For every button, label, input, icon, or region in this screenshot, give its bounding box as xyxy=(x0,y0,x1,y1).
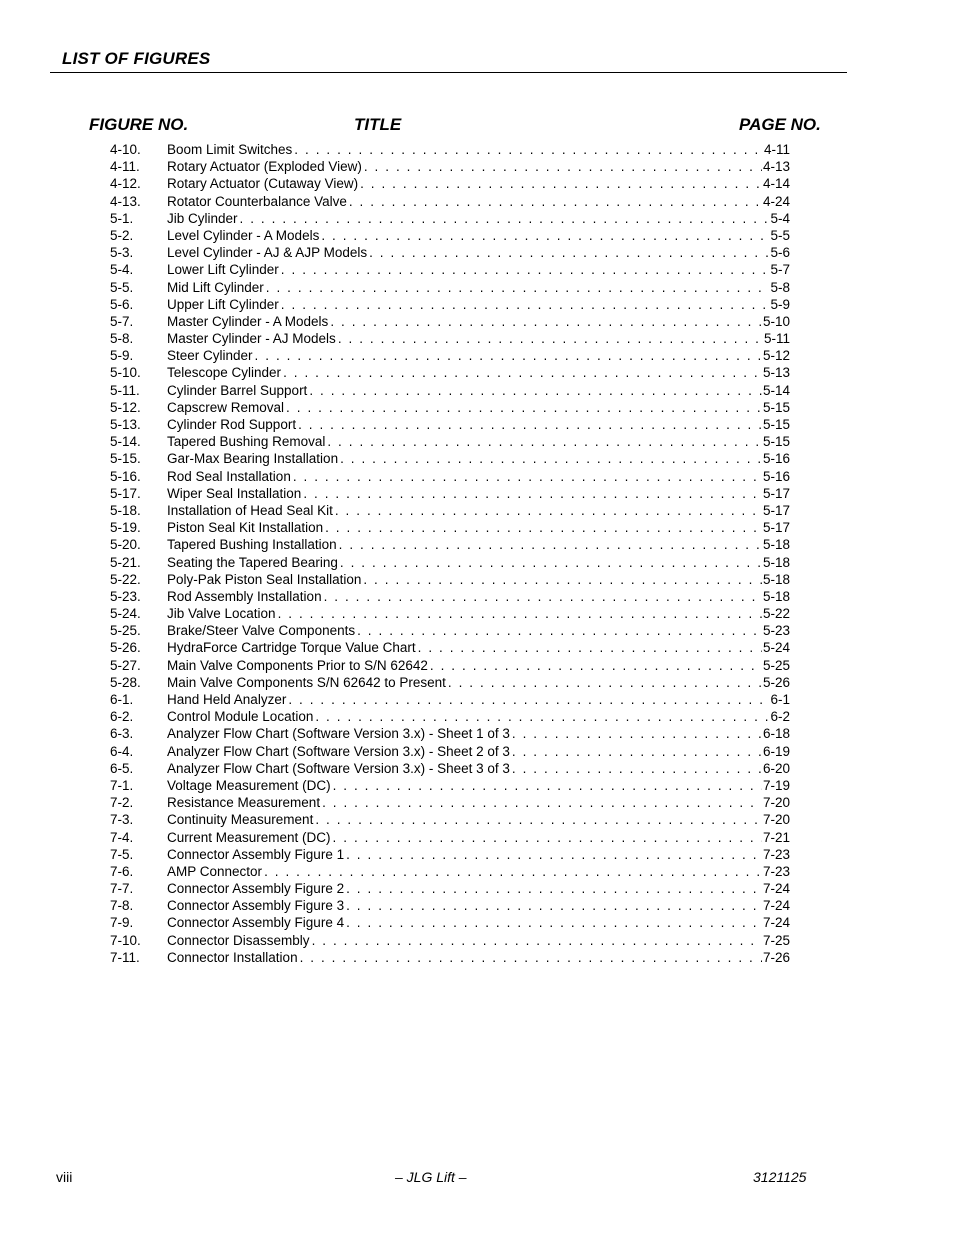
footer-page-number: viii xyxy=(56,1169,73,1185)
figure-page: 5-16 xyxy=(762,451,790,467)
figure-number: 7-6. xyxy=(110,863,134,879)
figure-title: Analyzer Flow Chart (Software Version 3.x) - Sheet 1 of 3 xyxy=(167,726,510,742)
figure-entry[interactable] xyxy=(110,193,790,210)
figure-title: Piston Seal Kit Installation xyxy=(167,520,324,536)
figure-number: 7-2. xyxy=(110,795,134,811)
figure-page: 7-23 xyxy=(762,863,790,879)
figure-entry[interactable] xyxy=(110,588,790,605)
figure-page: 5-8 xyxy=(770,279,790,295)
figure-page: 5-15 xyxy=(762,399,790,415)
figure-page: 5-17 xyxy=(762,520,790,536)
dot-leader xyxy=(283,364,762,381)
dot-leader xyxy=(338,330,763,347)
figure-entry[interactable] xyxy=(110,639,790,656)
dot-leader xyxy=(340,554,762,571)
figure-entry[interactable] xyxy=(110,210,790,227)
figure-page: 4-24 xyxy=(762,193,790,209)
figure-page: 5-18 xyxy=(762,588,790,604)
figure-page: 7-21 xyxy=(762,829,790,845)
figure-page: 5-17 xyxy=(762,485,790,501)
figure-title: Master Cylinder - A Models xyxy=(167,313,329,329)
figure-entry[interactable] xyxy=(110,382,790,399)
figure-title: Current Measurement (DC) xyxy=(167,829,331,845)
dot-leader xyxy=(286,399,762,416)
dot-leader xyxy=(312,932,762,949)
dot-leader xyxy=(294,141,763,158)
figure-number: 5-8. xyxy=(110,331,134,347)
figure-title: Connector Assembly Figure 1 xyxy=(167,846,345,862)
figure-title: Cylinder Barrel Support xyxy=(167,382,308,398)
dot-leader xyxy=(281,296,770,313)
figure-title: AMP Connector xyxy=(167,863,263,879)
figure-page: 7-24 xyxy=(762,898,790,914)
figure-page: 5-9 xyxy=(770,296,790,312)
figure-number: 7-4. xyxy=(110,829,134,845)
footer-doc-number: 3121125 xyxy=(753,1169,807,1185)
figure-number: 6-3. xyxy=(110,726,134,742)
figure-number: 7-8. xyxy=(110,898,134,914)
figure-title: Resistance Measurement xyxy=(167,795,321,811)
figure-number: 5-26. xyxy=(110,640,141,656)
figure-title: Connector Installation xyxy=(167,949,298,965)
dot-leader xyxy=(360,175,762,192)
figure-entry[interactable] xyxy=(110,897,790,914)
figure-number: 5-21. xyxy=(110,554,141,570)
dot-leader xyxy=(430,657,762,674)
figure-entry[interactable] xyxy=(110,691,790,708)
figure-entry[interactable] xyxy=(110,485,790,502)
figure-number: 5-1. xyxy=(110,210,134,226)
figure-title: Tapered Bushing Installation xyxy=(167,537,337,553)
figure-title: Hand Held Analyzer xyxy=(167,692,287,707)
figure-entry[interactable] xyxy=(110,811,790,828)
col-head-page-no: PAGE NO. xyxy=(739,115,821,134)
dot-leader xyxy=(266,279,770,296)
figure-entry[interactable] xyxy=(110,657,790,674)
figure-number: 5-18. xyxy=(110,502,141,518)
figure-entry[interactable] xyxy=(110,244,790,261)
figure-entry[interactable] xyxy=(110,622,790,639)
dot-leader xyxy=(448,674,762,691)
figure-title: Rotary Actuator (Exploded View) xyxy=(167,159,362,175)
figure-number: 5-2. xyxy=(110,227,134,243)
dot-leader xyxy=(369,244,769,261)
figure-title: Brake/Steer Valve Components xyxy=(167,623,356,639)
footer-center: – JLG Lift – xyxy=(395,1169,467,1185)
figure-page: 4-13 xyxy=(762,159,790,175)
figure-entry[interactable] xyxy=(110,450,790,467)
figure-title: Main Valve Components Prior to S/N 62642 xyxy=(167,657,428,673)
figure-entry[interactable] xyxy=(110,313,790,330)
figure-title: Connector Assembly Figure 4 xyxy=(167,915,345,931)
dot-leader xyxy=(357,622,762,639)
dot-leader xyxy=(315,811,762,828)
figure-title: Level Cylinder - AJ & AJP Models xyxy=(167,245,368,261)
dot-leader xyxy=(346,914,762,931)
figure-page: 6-2 xyxy=(770,709,790,725)
figure-title: Installation of Head Seal Kit xyxy=(167,502,333,518)
figure-title: Telescope Cylinder xyxy=(167,365,282,381)
figure-title: Voltage Measurement (DC) xyxy=(167,777,331,793)
figure-title: Steer Cylinder xyxy=(167,348,253,364)
figure-page: 5-4 xyxy=(770,210,790,226)
figure-entry[interactable] xyxy=(110,760,790,777)
dot-leader xyxy=(324,588,762,605)
figure-page: 6-18 xyxy=(762,726,790,742)
figure-title: Rotary Actuator (Cutaway View) xyxy=(167,176,359,192)
figure-page: 5-15 xyxy=(762,434,790,450)
figure-entry[interactable] xyxy=(110,949,790,966)
dot-leader xyxy=(346,897,762,914)
figure-number: 5-14. xyxy=(110,434,141,450)
figure-page: 5-13 xyxy=(762,365,790,381)
col-head-figure-no: FIGURE NO. xyxy=(89,115,189,134)
figure-entry[interactable] xyxy=(110,279,790,296)
dot-leader xyxy=(293,468,762,485)
figure-entry[interactable] xyxy=(110,863,790,880)
figure-title: HydraForce Cartridge Torque Value Chart xyxy=(167,640,416,656)
figure-entry[interactable] xyxy=(110,725,790,742)
figure-title: Jib Valve Location xyxy=(167,606,276,622)
dot-leader xyxy=(335,502,762,519)
figure-page: 7-24 xyxy=(762,915,790,931)
figure-entry[interactable] xyxy=(110,158,790,175)
figure-title: Connector Assembly Figure 2 xyxy=(167,881,345,897)
figure-list xyxy=(110,141,790,966)
figure-number: 5-17. xyxy=(110,485,141,501)
figure-number: 5-15. xyxy=(110,451,141,467)
figure-entry[interactable] xyxy=(110,571,790,588)
dot-leader xyxy=(512,725,762,742)
figure-page: 4-11 xyxy=(763,142,790,157)
figure-entry[interactable] xyxy=(110,227,790,244)
figure-entry[interactable] xyxy=(110,175,790,192)
figure-entry[interactable] xyxy=(110,605,790,622)
figure-number: 5-11. xyxy=(110,382,140,398)
figure-entry[interactable] xyxy=(110,330,790,347)
figure-number: 5-6. xyxy=(110,296,134,312)
figure-entry[interactable] xyxy=(110,261,790,278)
figure-number: 5-19. xyxy=(110,520,141,536)
figure-number: 5-24. xyxy=(110,606,141,622)
figure-number: 6-5. xyxy=(110,760,134,776)
figure-number: 5-5. xyxy=(110,279,134,295)
figure-number: 5-28. xyxy=(110,674,141,690)
dot-leader xyxy=(339,536,762,553)
figure-number: 5-3. xyxy=(110,245,134,261)
figure-title: Gar-Max Bearing Installation xyxy=(167,451,339,467)
figure-title: Cylinder Rod Support xyxy=(167,417,297,432)
figure-number: 5-23. xyxy=(110,588,141,604)
dot-leader xyxy=(512,743,762,760)
figure-title: Upper Lift Cylinder xyxy=(167,296,279,312)
figure-entry[interactable] xyxy=(110,416,790,433)
figure-number: 6-2. xyxy=(110,709,134,725)
dot-leader xyxy=(309,382,762,399)
figure-title: Lower Lift Cylinder xyxy=(167,262,279,278)
figure-number: 6-1. xyxy=(110,692,134,707)
figure-page: 5-18 xyxy=(762,554,790,570)
figure-title: Control Module Location xyxy=(167,709,314,725)
figure-page: 5-25 xyxy=(762,657,790,673)
figure-title: Rotator Counterbalance Valve xyxy=(167,193,347,209)
figure-page: 5-22 xyxy=(762,606,790,622)
figure-number: 5-7. xyxy=(110,313,134,329)
figure-entry[interactable] xyxy=(110,296,790,313)
figure-page: 7-26 xyxy=(762,949,790,965)
figure-page: 5-26 xyxy=(762,674,790,690)
figure-number: 7-11. xyxy=(110,949,140,965)
dot-leader xyxy=(363,571,762,588)
figure-number: 7-3. xyxy=(110,812,134,828)
figure-title: Rod Seal Installation xyxy=(167,468,291,484)
figure-page: 7-20 xyxy=(762,795,790,811)
dot-leader xyxy=(255,347,762,364)
figure-entry[interactable] xyxy=(110,347,790,364)
figure-number: 4-10. xyxy=(110,142,141,157)
figure-page: 5-12 xyxy=(762,348,790,364)
dot-leader xyxy=(418,639,762,656)
figure-number: 6-4. xyxy=(110,743,134,759)
figure-page: 7-25 xyxy=(762,932,790,948)
figure-number: 5-25. xyxy=(110,623,141,639)
dot-leader xyxy=(322,794,762,811)
figure-number: 5-16. xyxy=(110,468,141,484)
figure-page: 7-23 xyxy=(762,846,790,862)
figure-page: 5-16 xyxy=(762,468,790,484)
figure-entry[interactable] xyxy=(110,777,790,794)
figure-number: 5-9. xyxy=(110,348,134,364)
dot-leader xyxy=(346,846,762,863)
figure-page: 5-18 xyxy=(762,571,790,587)
figure-title: Mid Lift Cylinder xyxy=(167,279,264,295)
figure-page: 7-19 xyxy=(762,777,790,793)
figure-entry[interactable] xyxy=(110,433,790,450)
figure-number: 5-12. xyxy=(110,399,141,415)
dot-leader xyxy=(325,519,762,536)
figure-entry[interactable] xyxy=(110,880,790,897)
dot-leader xyxy=(330,313,762,330)
figure-entry[interactable] xyxy=(110,708,790,725)
figure-entry[interactable] xyxy=(110,932,790,949)
dot-leader xyxy=(281,261,770,278)
figure-number: 5-20. xyxy=(110,537,141,553)
figure-entry[interactable] xyxy=(110,846,790,863)
figure-entry[interactable] xyxy=(110,914,790,931)
figure-number: 7-5. xyxy=(110,846,134,862)
figure-number: 4-11. xyxy=(110,159,140,175)
figure-page: 5-23 xyxy=(762,623,790,639)
figure-page: 5-24 xyxy=(762,640,790,656)
figure-number: 5-13. xyxy=(110,417,141,432)
figure-entry[interactable] xyxy=(110,536,790,553)
figure-number: 5-4. xyxy=(110,262,134,278)
figure-page: 5-6 xyxy=(770,245,790,261)
dot-leader xyxy=(512,760,762,777)
figure-title: Main Valve Components S/N 62642 to Present xyxy=(167,674,446,690)
figure-page: 6-1 xyxy=(770,692,790,707)
figure-title: Continuity Measurement xyxy=(167,812,314,828)
figure-entry[interactable] xyxy=(110,554,790,571)
figure-entry[interactable] xyxy=(110,141,790,158)
dot-leader xyxy=(333,829,762,846)
figure-page: 5-5 xyxy=(770,227,790,243)
figure-page: 5-11 xyxy=(763,331,790,347)
figure-page: 5-17 xyxy=(762,502,790,518)
section-title: LIST OF FIGURES xyxy=(62,49,211,68)
dot-leader xyxy=(298,416,762,433)
figure-title: Jib Cylinder xyxy=(167,210,238,226)
dot-leader xyxy=(327,433,762,450)
dot-leader xyxy=(240,210,770,227)
figure-number: 5-22. xyxy=(110,571,141,587)
figure-page: 5-15 xyxy=(762,417,790,432)
figure-page: 4-14 xyxy=(762,176,790,192)
figure-title: Capscrew Removal xyxy=(167,399,285,415)
figure-page: 6-20 xyxy=(762,760,790,776)
figure-page: 5-18 xyxy=(762,537,790,553)
dot-leader xyxy=(264,863,762,880)
dot-leader xyxy=(303,485,762,502)
figure-title: Tapered Bushing Removal xyxy=(167,434,326,450)
figure-entry[interactable] xyxy=(110,364,790,381)
dot-leader xyxy=(340,450,762,467)
figure-number: 7-7. xyxy=(110,881,134,897)
figure-entry[interactable] xyxy=(110,502,790,519)
figure-title: Seating the Tapered Bearing xyxy=(167,554,338,570)
figure-page: 5-10 xyxy=(762,313,790,329)
figure-title: Connector Assembly Figure 3 xyxy=(167,898,345,914)
figure-title: Master Cylinder - AJ Models xyxy=(167,331,336,347)
figure-page: 6-19 xyxy=(762,743,790,759)
dot-leader xyxy=(288,691,769,708)
figure-entry[interactable] xyxy=(110,743,790,760)
figure-title: Rod Assembly Installation xyxy=(167,588,322,604)
dot-leader xyxy=(364,158,762,175)
figure-page: 7-20 xyxy=(762,812,790,828)
figure-title: Connector Disassembly xyxy=(167,932,310,948)
figure-number: 5-27. xyxy=(110,657,141,673)
figure-number: 7-9. xyxy=(110,915,134,931)
figure-entry[interactable] xyxy=(110,829,790,846)
figure-entry[interactable] xyxy=(110,519,790,536)
dot-leader xyxy=(349,193,762,210)
figure-number: 4-12. xyxy=(110,176,141,192)
figure-number: 4-13. xyxy=(110,193,141,209)
figure-entry[interactable] xyxy=(110,468,790,485)
figure-number: 7-1. xyxy=(110,777,134,793)
dot-leader xyxy=(333,777,762,794)
header-rule xyxy=(50,72,847,73)
dot-leader xyxy=(315,708,769,725)
figure-title: Wiper Seal Installation xyxy=(167,485,302,501)
figure-title: Level Cylinder - A Models xyxy=(167,227,320,243)
figure-page: 5-14 xyxy=(762,382,790,398)
figure-page: 5-7 xyxy=(770,262,790,278)
figure-title: Boom Limit Switches xyxy=(167,142,293,157)
dot-leader xyxy=(346,880,762,897)
figure-title: Poly-Pak Piston Seal Installation xyxy=(167,571,362,587)
figure-number: 5-10. xyxy=(110,365,141,381)
figure-entry[interactable] xyxy=(110,674,790,691)
dot-leader xyxy=(321,227,769,244)
figure-title: Analyzer Flow Chart (Software Version 3.x) - Sheet 2 of 3 xyxy=(167,743,510,759)
col-head-title: TITLE xyxy=(354,115,402,134)
figure-title: Analyzer Flow Chart (Software Version 3.x) - Sheet 3 of 3 xyxy=(167,760,510,776)
figure-entry[interactable] xyxy=(110,794,790,811)
dot-leader xyxy=(300,949,762,966)
figure-entry[interactable] xyxy=(110,399,790,416)
dot-leader xyxy=(278,605,762,622)
figure-number: 7-10. xyxy=(110,932,141,948)
figure-page: 7-24 xyxy=(762,881,790,897)
